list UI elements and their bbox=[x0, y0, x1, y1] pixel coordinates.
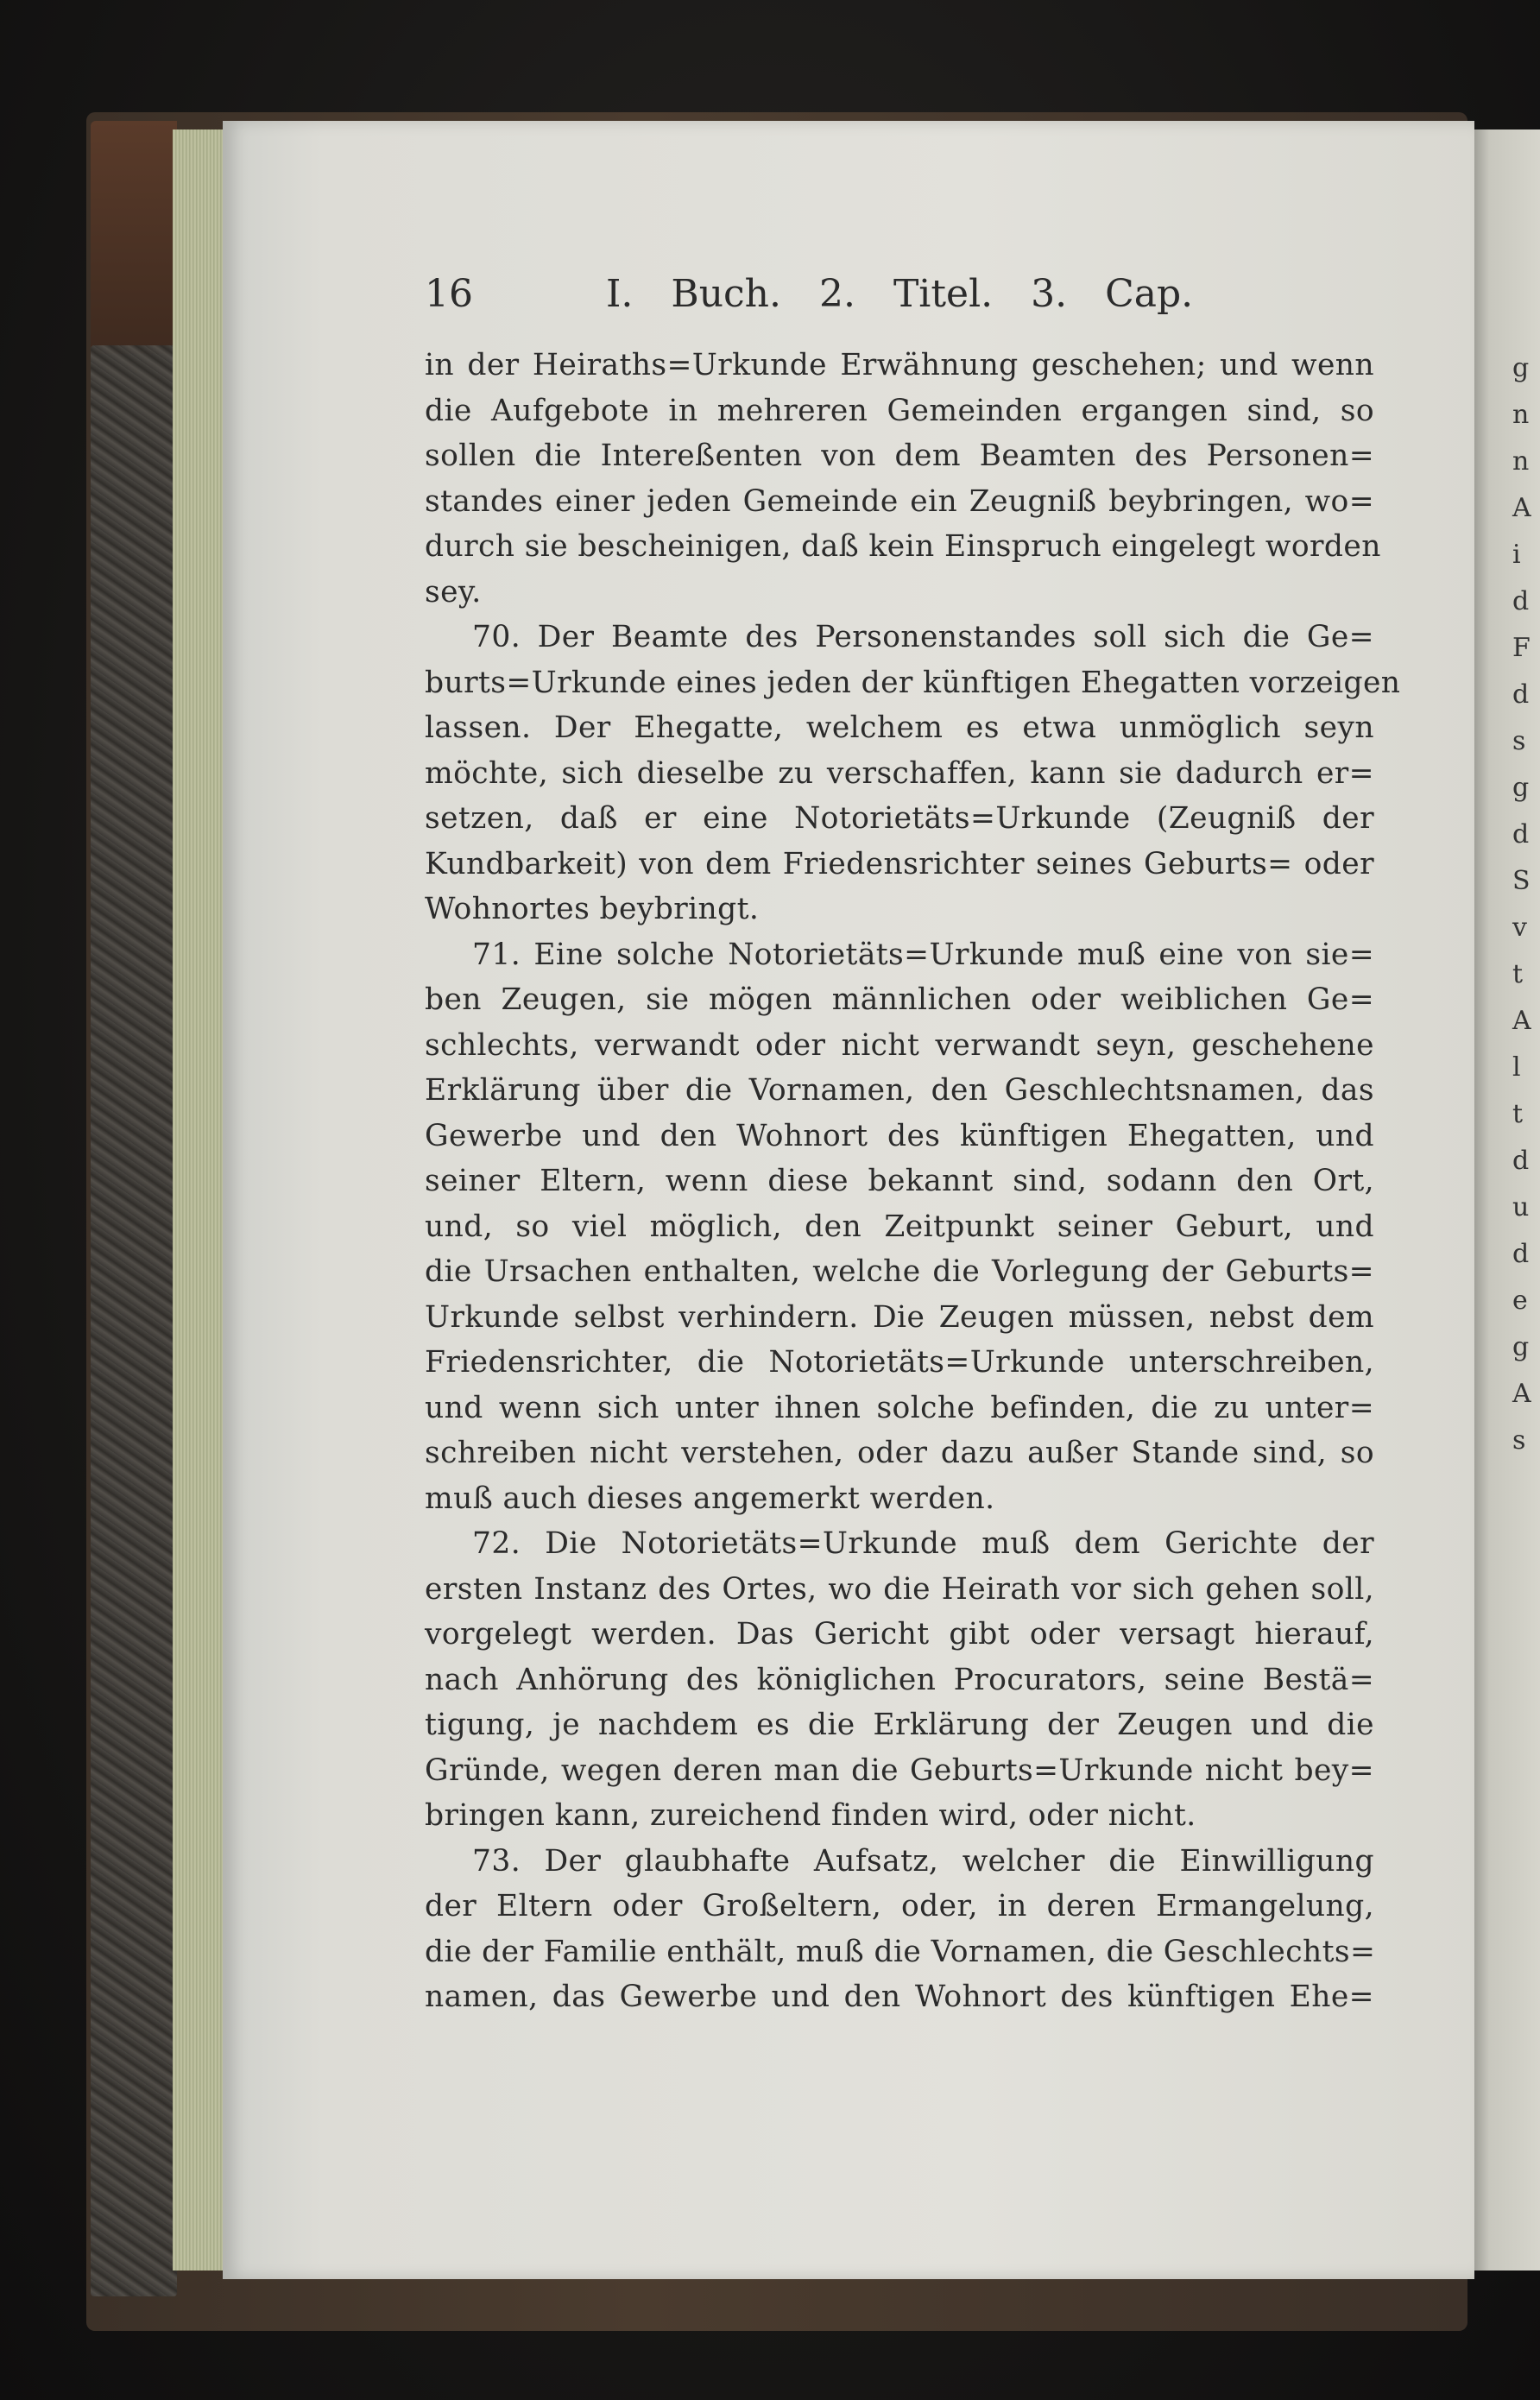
leather-spine-corner bbox=[91, 121, 177, 354]
facing-page-fragment: g bbox=[1512, 1332, 1530, 1362]
text-line: Urkunde selbst verhindern. Die Zeugen müssen, nebst dem bbox=[425, 1299, 1374, 1335]
text-line: muß auch dieses angemerkt werden. bbox=[425, 1481, 995, 1516]
text-line: und, so viel möglich, den Zeitpunkt seiner Geburt, und bbox=[425, 1209, 1374, 1244]
facing-page-fragment: d bbox=[1512, 586, 1530, 616]
text-line: Wohnortes beybringt. bbox=[425, 892, 760, 926]
text-line: ersten Instanz des Ortes, wo die Heirath vor sich gehen soll, bbox=[425, 1571, 1374, 1607]
facing-page-fragment: t bbox=[1512, 1099, 1524, 1129]
facing-page-fragment: l bbox=[1512, 1052, 1521, 1083]
facing-page-fragment: d bbox=[1512, 1146, 1530, 1176]
text-line: die Aufgebote in mehreren Gemeinden ergangen sind, so bbox=[425, 393, 1374, 428]
body-text bbox=[425, 343, 1401, 2020]
facing-page-fragment: S bbox=[1512, 866, 1531, 896]
text-line: durch sie bescheinigen, daß kein Einspruch eingelegt worden bbox=[425, 529, 1381, 564]
text-line: sey. bbox=[425, 574, 482, 609]
text-line: tigung, je nachdem es die Erklärung der Zeugen und die bbox=[425, 1708, 1374, 1742]
text-line: möchte, sich dieselbe zu verschaffen, kann sie dadurch er= bbox=[425, 755, 1374, 791]
text-line: 72. Die Notorietäts=Urkunde muß dem Gerichte der bbox=[472, 1526, 1374, 1561]
facing-page-fragment: n bbox=[1512, 400, 1530, 430]
text-line: Erklärung über die Vornamen, den Geschlechtsnamen, das bbox=[425, 1073, 1374, 1108]
text-line: standes einer jeden Gemeinde ein Zeugniß beybringen, wo= bbox=[425, 483, 1374, 519]
facing-page-fragment: A bbox=[1512, 1006, 1531, 1036]
page-edges bbox=[173, 129, 224, 2271]
text-line: die der Familie enthält, muß die Vornamen, die Geschlechts= bbox=[425, 1934, 1376, 1969]
facing-page-fragment: s bbox=[1512, 1425, 1526, 1456]
text-line: schreiben nicht verstehen, oder dazu außer Stande sind, so bbox=[425, 1436, 1374, 1470]
text-line: seiner Eltern, wenn diese bekannt sind, sodann den Ort, bbox=[425, 1164, 1374, 1198]
facing-page-fragment: i bbox=[1512, 540, 1521, 570]
facing-page-letters bbox=[1512, 345, 1540, 1464]
text-line: burts=Urkunde eines jeden der künftigen Ehegatten vorzeigen bbox=[425, 665, 1401, 700]
text-line: nach Anhörung des königlichen Procurators, seine Bestä= bbox=[425, 1662, 1374, 1697]
text-line: ben Zeugen, sie mögen männlichen oder weiblichen Ge= bbox=[425, 982, 1374, 1017]
facing-page-fragment: g bbox=[1512, 773, 1530, 803]
text-line: bringen kann, zureichend finden wird, oder nicht. bbox=[425, 1798, 1196, 1833]
facing-page-fragment: n bbox=[1512, 446, 1530, 477]
text-line: und wenn sich unter ihnen solche befinden, die zu unter= bbox=[425, 1390, 1374, 1425]
facing-page-fragment: v bbox=[1512, 913, 1527, 943]
facing-page-fragment: s bbox=[1512, 726, 1526, 756]
text-line: Gründe, wegen deren man die Geburts=Urkunde nicht bey= bbox=[425, 1753, 1374, 1788]
facing-page-fragment: A bbox=[1512, 1379, 1531, 1409]
facing-page-fragment: d bbox=[1512, 679, 1530, 710]
text-line: setzen, daß er eine Notorietäts=Urkunde (Zeugniß der bbox=[425, 801, 1374, 836]
facing-page-fragment: t bbox=[1512, 959, 1524, 989]
facing-page-fragment: d bbox=[1512, 1239, 1530, 1269]
text-line: namen, das Gewerbe und den Wohnort des künftigen Ehe= bbox=[425, 1980, 1374, 2014]
facing-page-fragment: F bbox=[1512, 633, 1531, 663]
text-line: die Ursachen enthalten, welche die Vorlegung der Geburts= bbox=[425, 1254, 1374, 1289]
running-title: I. Buch. 2. Titel. 3. Cap. bbox=[606, 272, 1194, 316]
page-text bbox=[425, 272, 1401, 2020]
facing-page-fragment: e bbox=[1512, 1285, 1528, 1316]
facing-page-fragment: d bbox=[1512, 819, 1530, 849]
text-line: 73. Der glaubhafte Aufsatz, welcher die Einwilligung bbox=[472, 1843, 1374, 1879]
text-line: Friedensrichter, die Notorietäts=Urkunde unterschreiben, bbox=[425, 1345, 1374, 1380]
text-line: Gewerbe und den Wohnort des künftigen Ehegatten, und bbox=[425, 1118, 1374, 1153]
facing-page-fragment: A bbox=[1512, 493, 1531, 523]
text-line: Kundbarkeit) von dem Friedensrichter seines Geburts= oder bbox=[425, 846, 1374, 881]
text-line: der Eltern oder Großeltern, oder, in deren Ermangelung, bbox=[425, 1889, 1374, 1923]
text-line: 71. Eine solche Notorietäts=Urkunde muß eine von sie= bbox=[472, 937, 1374, 972]
text-line: 70. Der Beamte des Personenstandes soll sich die Ge= bbox=[472, 620, 1374, 654]
text-line: sollen die Intereßenten von dem Beamten des Personen= bbox=[425, 439, 1374, 473]
running-header bbox=[425, 272, 1374, 327]
text-line: lassen. Der Ehegatte, welchem es etwa unmöglich seyn bbox=[425, 711, 1374, 745]
marbled-board bbox=[91, 345, 177, 2296]
page-number: 16 bbox=[425, 272, 473, 316]
facing-page-fragment: u bbox=[1512, 1192, 1530, 1222]
text-line: schlechts, verwandt oder nicht verwandt seyn, geschehene bbox=[425, 1027, 1374, 1063]
facing-page-fragment: g bbox=[1512, 353, 1530, 383]
text-line: vorgelegt werden. Das Gericht gibt oder versagt hierauf, bbox=[425, 1617, 1374, 1652]
text-line: in der Heiraths=Urkunde Erwähnung geschehen; und wenn bbox=[425, 348, 1374, 382]
